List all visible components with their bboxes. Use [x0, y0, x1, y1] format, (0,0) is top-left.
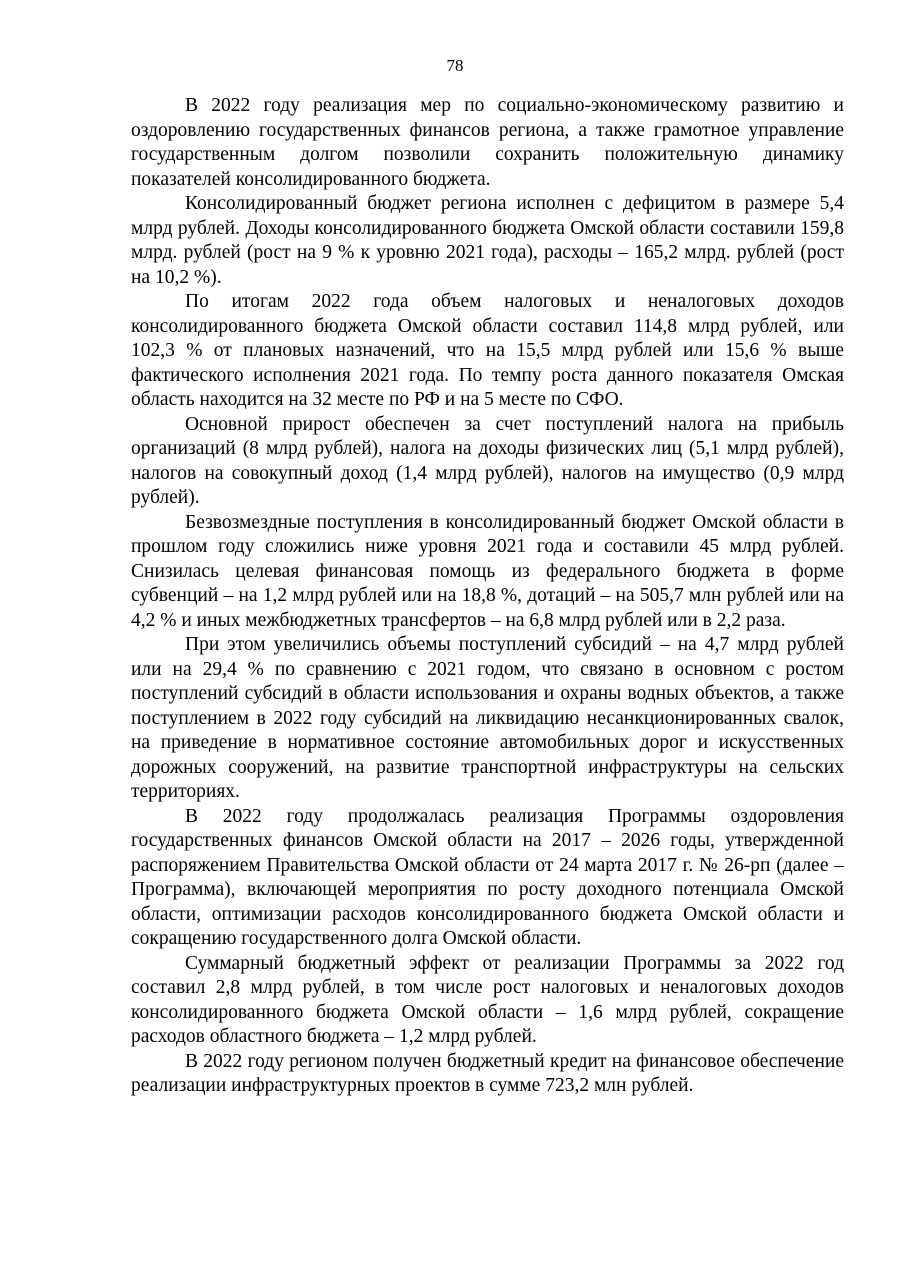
paragraph-7: В 2022 году продолжалась реализация Программы оздоровления государственных финансов Омской области на 2017 – 2026 годы, утвержденной распоряжением Правительства Омской области от 24 марта 2017 г. № 26-рп (далее – Программа), включающей мероприятия по росту доходного потенциала Омской области, оптимизации расходов консолидированного бюджета Омской области и сокращению государственного долга Омской области. [131, 805, 844, 949]
paragraph-3: По итогам 2022 года объем налоговых и неналоговых доходов консолидированного бюджета Омской области составил 114,8 млрд рублей, или 102,3 % от плановых назначений, что на 15,5 млрд рублей или 15,6 % выше фактического исполнения 2021 года. По темпу роста данного показателя Омская область находится на 32 месте по РФ и на 5 месте по СФО. [131, 291, 844, 410]
paragraph-1: В 2022 году реализация мер по социально-экономическому развитию и оздоровлению государственных финансов региона, а также грамотное управление государственным долгом позволили сохранить положительную динамику показателей консолидированного бюджета. [131, 95, 844, 190]
paragraph-4: Основной прирост обеспечен за счет поступлений налога на прибыль организаций (8 млрд рублей), налога на доходы физических лиц (5,1 млрд рублей), налогов на совокупный доход (1,4 млрд рублей), налогов на имущество (0,9 млрд рублей). [131, 413, 844, 508]
document-body [131, 94, 844, 1099]
paragraph-8: Суммарный бюджетный эффект от реализации Программы за 2022 год составил 2,8 млрд рублей, в том числе рост налоговых и неналоговых доходов консолидированного бюджета Омской области – 1,6 млрд рублей, сокращение расходов областного бюджета – 1,2 млрд рублей. [131, 952, 844, 1047]
paragraph-5: Безвозмездные поступления в консолидированный бюджет Омской области в прошлом году сложились ниже уровня 2021 года и составили 45 млрд рублей. Снизилась целевая финансовая помощь из федерального бюджета в форме субвенций – на 1,2 млрд рублей или на 18,8 %, дотаций – на 505,7 млн рублей или на 4,2 % и иных межбюджетных трансфертов – на 6,8 млрд рублей или в 2,2 раза. [131, 511, 844, 631]
paragraph-9: В 2022 году регионом получен бюджетный кредит на финансовое обеспечение реализации инфраструктурных проектов в сумме 723,2 млн рублей. [131, 1050, 844, 1096]
paragraph-6: При этом увеличились объемы поступлений субсидий – на 4,7 млрд рублей или на 29,4 % по сравнению с 2021 годом, что связано в основном с ростом поступлений субсидий в области использования и охраны водных объектов, а также поступлением в 2022 году субсидий на ликвидацию несанкционированных свалок, на приведение в нормативное состояние автомобильных дорог и искусственных дорожных сооружений, на развитие транспортной инфраструктуры на сельских территориях. [131, 634, 844, 802]
paragraph-2: Консолидированный бюджет региона исполнен с дефицитом в размере 5,4 млрд рублей. Доходы консолидированного бюджета Омской области составили 159,8 млрд. рублей (рост на 9 % к уровню 2021 года), расходы – 165,2 млрд. рублей (рост на 10,2 %). [131, 193, 844, 288]
page-number: 78 [446, 56, 464, 75]
